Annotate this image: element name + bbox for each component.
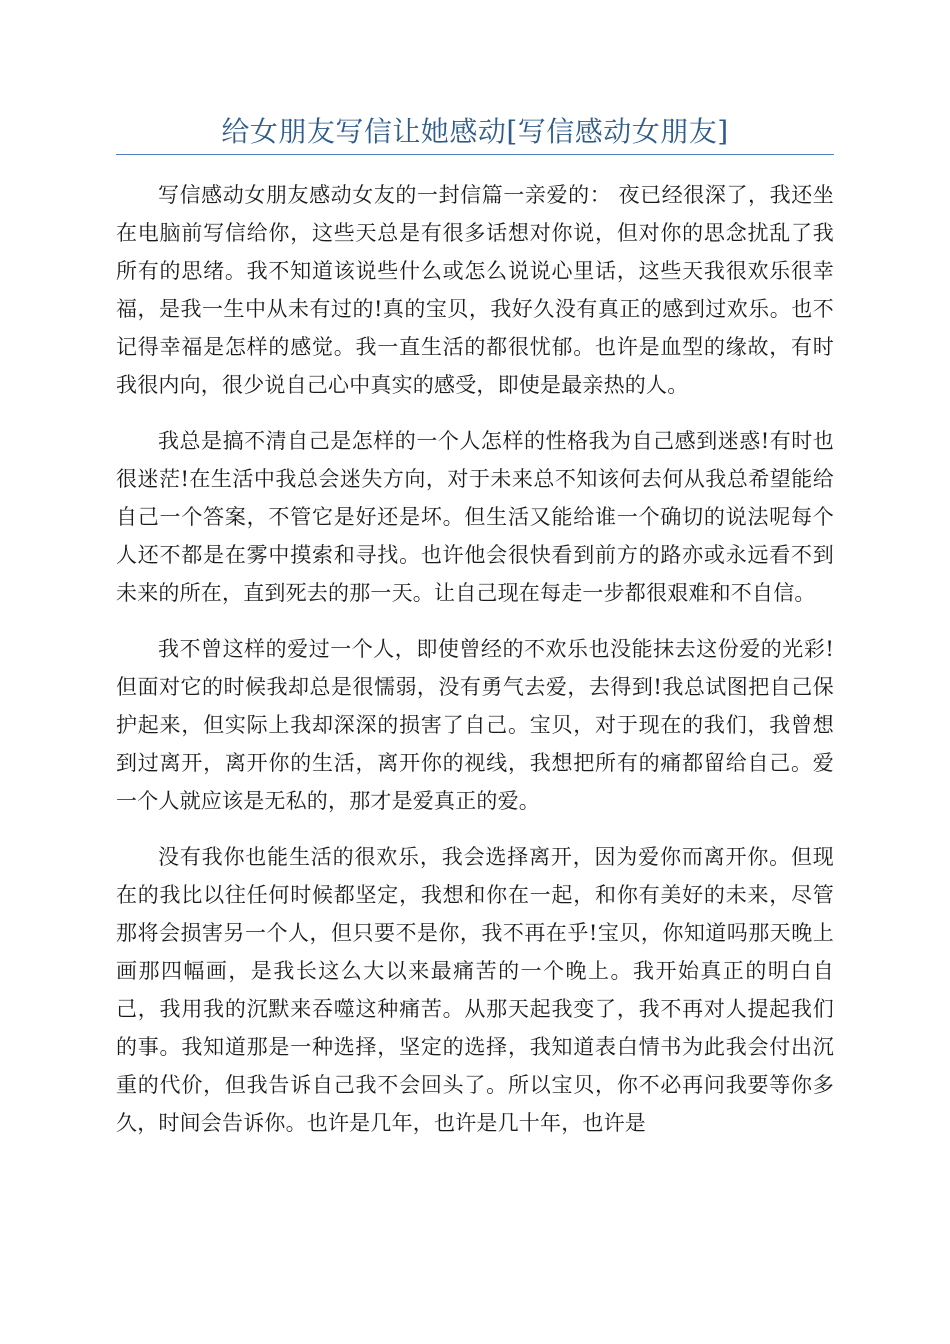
document-body xyxy=(116,176,834,1160)
document-title: 给女朋友写信让她感动[写信感动女朋友] xyxy=(221,115,729,148)
paragraph-2: 我总是搞不清自己是怎样的一个人怎样的性格我为自己感到迷惑!有时也很迷茫!在生活中我总会迷失方向，对于未来总不知该何去何从我总希望能给自己一个答案，不管它是好还是坏。但生活又能给谁一个确切的说法呢每个人还不都是在雾中摸索和寻找。也许他会很快看到前方的路亦或永远看不到未来的所在，直到死去的那一天。让自己现在每走一步都很艰难和不自信。 xyxy=(116,429,834,605)
paragraph-1: 写信感动女朋友感动女友的一封信篇一亲爱的： 夜已经很深了，我还坐在电脑前写信给你，这些天总是有很多话想对你说，但对你的思念扰乱了我所有的思绪。我不知道该说些什么或怎么说说心里话，这些天我很欢乐很幸福，是我一生中从未有过的!真的宝贝，我好久没有真正的感到过欢乐。也不记得幸福是怎样的感觉。我一直生活的都很忧郁。也许是血型的缘故，有时我很内向，很少说自己心中真实的感受，即使是最亲热的人。 xyxy=(116,183,834,397)
paragraph-3: 我不曾这样的爱过一个人，即使曾经的不欢乐也没能抹去这份爱的光彩!但面对它的时候我却总是很懦弱，没有勇气去爱，去得到!我总试图把自己保护起来，但实际上我却深深的损害了自己。宝贝，对于现在的我们，我曾想到过离开，离开你的生活，离开你的视线，我想把所有的痛都留给自己。爱一个人就应该是无私的，那才是爱真正的爱。 xyxy=(116,637,834,813)
paragraph-4: 没有我你也能生活的很欢乐，我会选择离开，因为爱你而离开你。但现在的我比以往任何时候都坚定，我想和你在一起，和你有美好的未来，尽管那将会损害另一个人，但只要不是你，我不再在乎!宝贝，你知道吗那天晚上画那四幅画，是我长这么大以来最痛苦的一个晚上。我开始真正的明白自己，我用我的沉默来吞噬这种痛苦。从那天起我变了，我不再对人提起我们的事。我知道那是一种选择，坚定的选择，我知道表白情书为此我会付出沉重的代价，但我告诉自己我不会回头了。所以宝贝，你不必再问我要等你多久，时间会告诉你。也许是几年，也许是几十年，也许是 xyxy=(116,845,834,1135)
title-underline xyxy=(116,154,834,155)
